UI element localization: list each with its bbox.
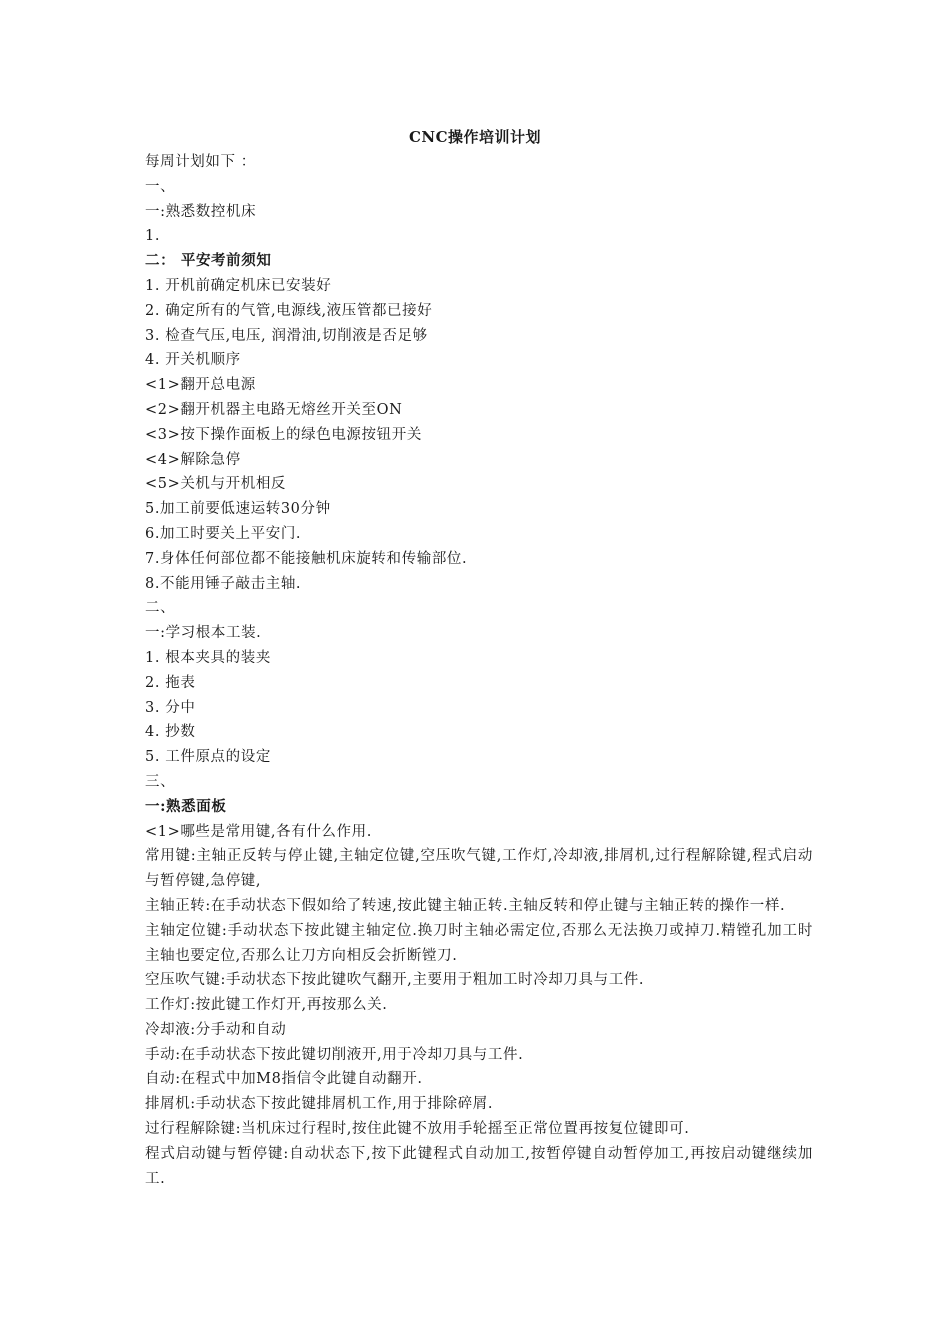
document-line: 3. 分中 <box>145 699 196 716</box>
document-line: 主轴正转:在手动状态下假如给了转速,按此键主轴正转.主轴反转和停止键与主轴正转的操作一样. <box>145 897 786 914</box>
document-line: 7.身体任何部位都不能接触机床旋转和传输部位. <box>145 550 468 567</box>
document-line: 三、 <box>145 773 176 790</box>
document-line: 工作灯:按此键工作灯开,再按那么关. <box>145 997 388 1014</box>
document-line: 一、 <box>145 178 176 195</box>
document-line: 1. 根本夹具的装夹 <box>145 649 271 666</box>
document-line: <3>按下操作面板上的绿色电源按钮开关 <box>145 426 422 443</box>
document-body <box>145 150 813 1191</box>
document-line: 二： 平安考前须知 <box>145 252 272 270</box>
document-title: CNC操作培训计划 <box>408 128 542 146</box>
document-line: 排屑机:手动状态下按此键排屑机工作,用于排除碎屑. <box>145 1096 494 1113</box>
document-line: 程式启动键与暂停键:自动状态下,按下此键程式自动加工,按暂停键自动暂停加工,再按启动键继续加工. <box>145 1145 813 1187</box>
document-line: 5.加工前要低速运转30分钟 <box>145 501 331 518</box>
document-line: 自动:在程式中加M8指信令此键自动翻开. <box>145 1071 423 1088</box>
document-line: 1. 开机前确定机床已安装好 <box>145 277 332 294</box>
document-line: 一:熟悉数控机床 <box>145 203 257 220</box>
document-line: 6.加工时要关上平安门. <box>145 525 302 542</box>
document-line: 8.不能用锤子敲击主轴. <box>145 575 302 592</box>
document-line: 主轴定位键:手动状态下按此键主轴定位.换刀时主轴必需定位,否那么无法换刀或掉刀.精镗孔加工时主轴也要定位,否那么让刀方向相反会折断镗刀. <box>145 922 813 964</box>
document-line: 过行程解除键:当机床过行程时,按住此键不放用手轮摇至正常位置再按复位键即可. <box>145 1121 690 1138</box>
document-line: <1>哪些是常用键,各有什么作用. <box>145 823 372 840</box>
document-line: <5>关机与开机相反 <box>145 476 287 493</box>
document-line: <2>翻开机器主电路无熔丝开关至ON <box>145 401 403 418</box>
document-line: <4>解除急停 <box>145 451 241 468</box>
document-line: 2. 拖表 <box>145 674 196 691</box>
document-line: 手动:在手动状态下按此键切削液开,用于冷却刀具与工件. <box>145 1046 524 1063</box>
document-line: 常用键:主轴正反转与停止键,主轴定位键,空压吹气键,工作灯,冷却液,排屑机,过行程解除键,程式启动与暂停键,急停键, <box>145 848 813 890</box>
document-line: 一:熟悉面板 <box>145 797 227 815</box>
document-line: 空压吹气键:手动状态下按此键吹气翻开,主要用于粗加工时冷却刀具与工件. <box>145 972 645 989</box>
document-line: 4. 抄数 <box>145 724 196 741</box>
document-line: 每周计划如下 ： <box>145 154 256 170</box>
document-line: 一:学习根本工装. <box>145 625 262 642</box>
document-line: <1>翻开总电源 <box>145 377 256 394</box>
document-line: 1. <box>145 228 161 245</box>
document-line: 2. 确定所有的气管,电源线,液压管都已接好 <box>145 302 433 319</box>
document-line: 冷却液:分手动和自动 <box>145 1021 287 1038</box>
document-line: 4. 开关机顺序 <box>145 352 241 369</box>
document-line: 5. 工件原点的设定 <box>145 749 271 766</box>
document-line: 二、 <box>145 600 176 617</box>
document-line: 3. 检查气压,电压, 润滑油,切削液是否足够 <box>145 327 428 344</box>
